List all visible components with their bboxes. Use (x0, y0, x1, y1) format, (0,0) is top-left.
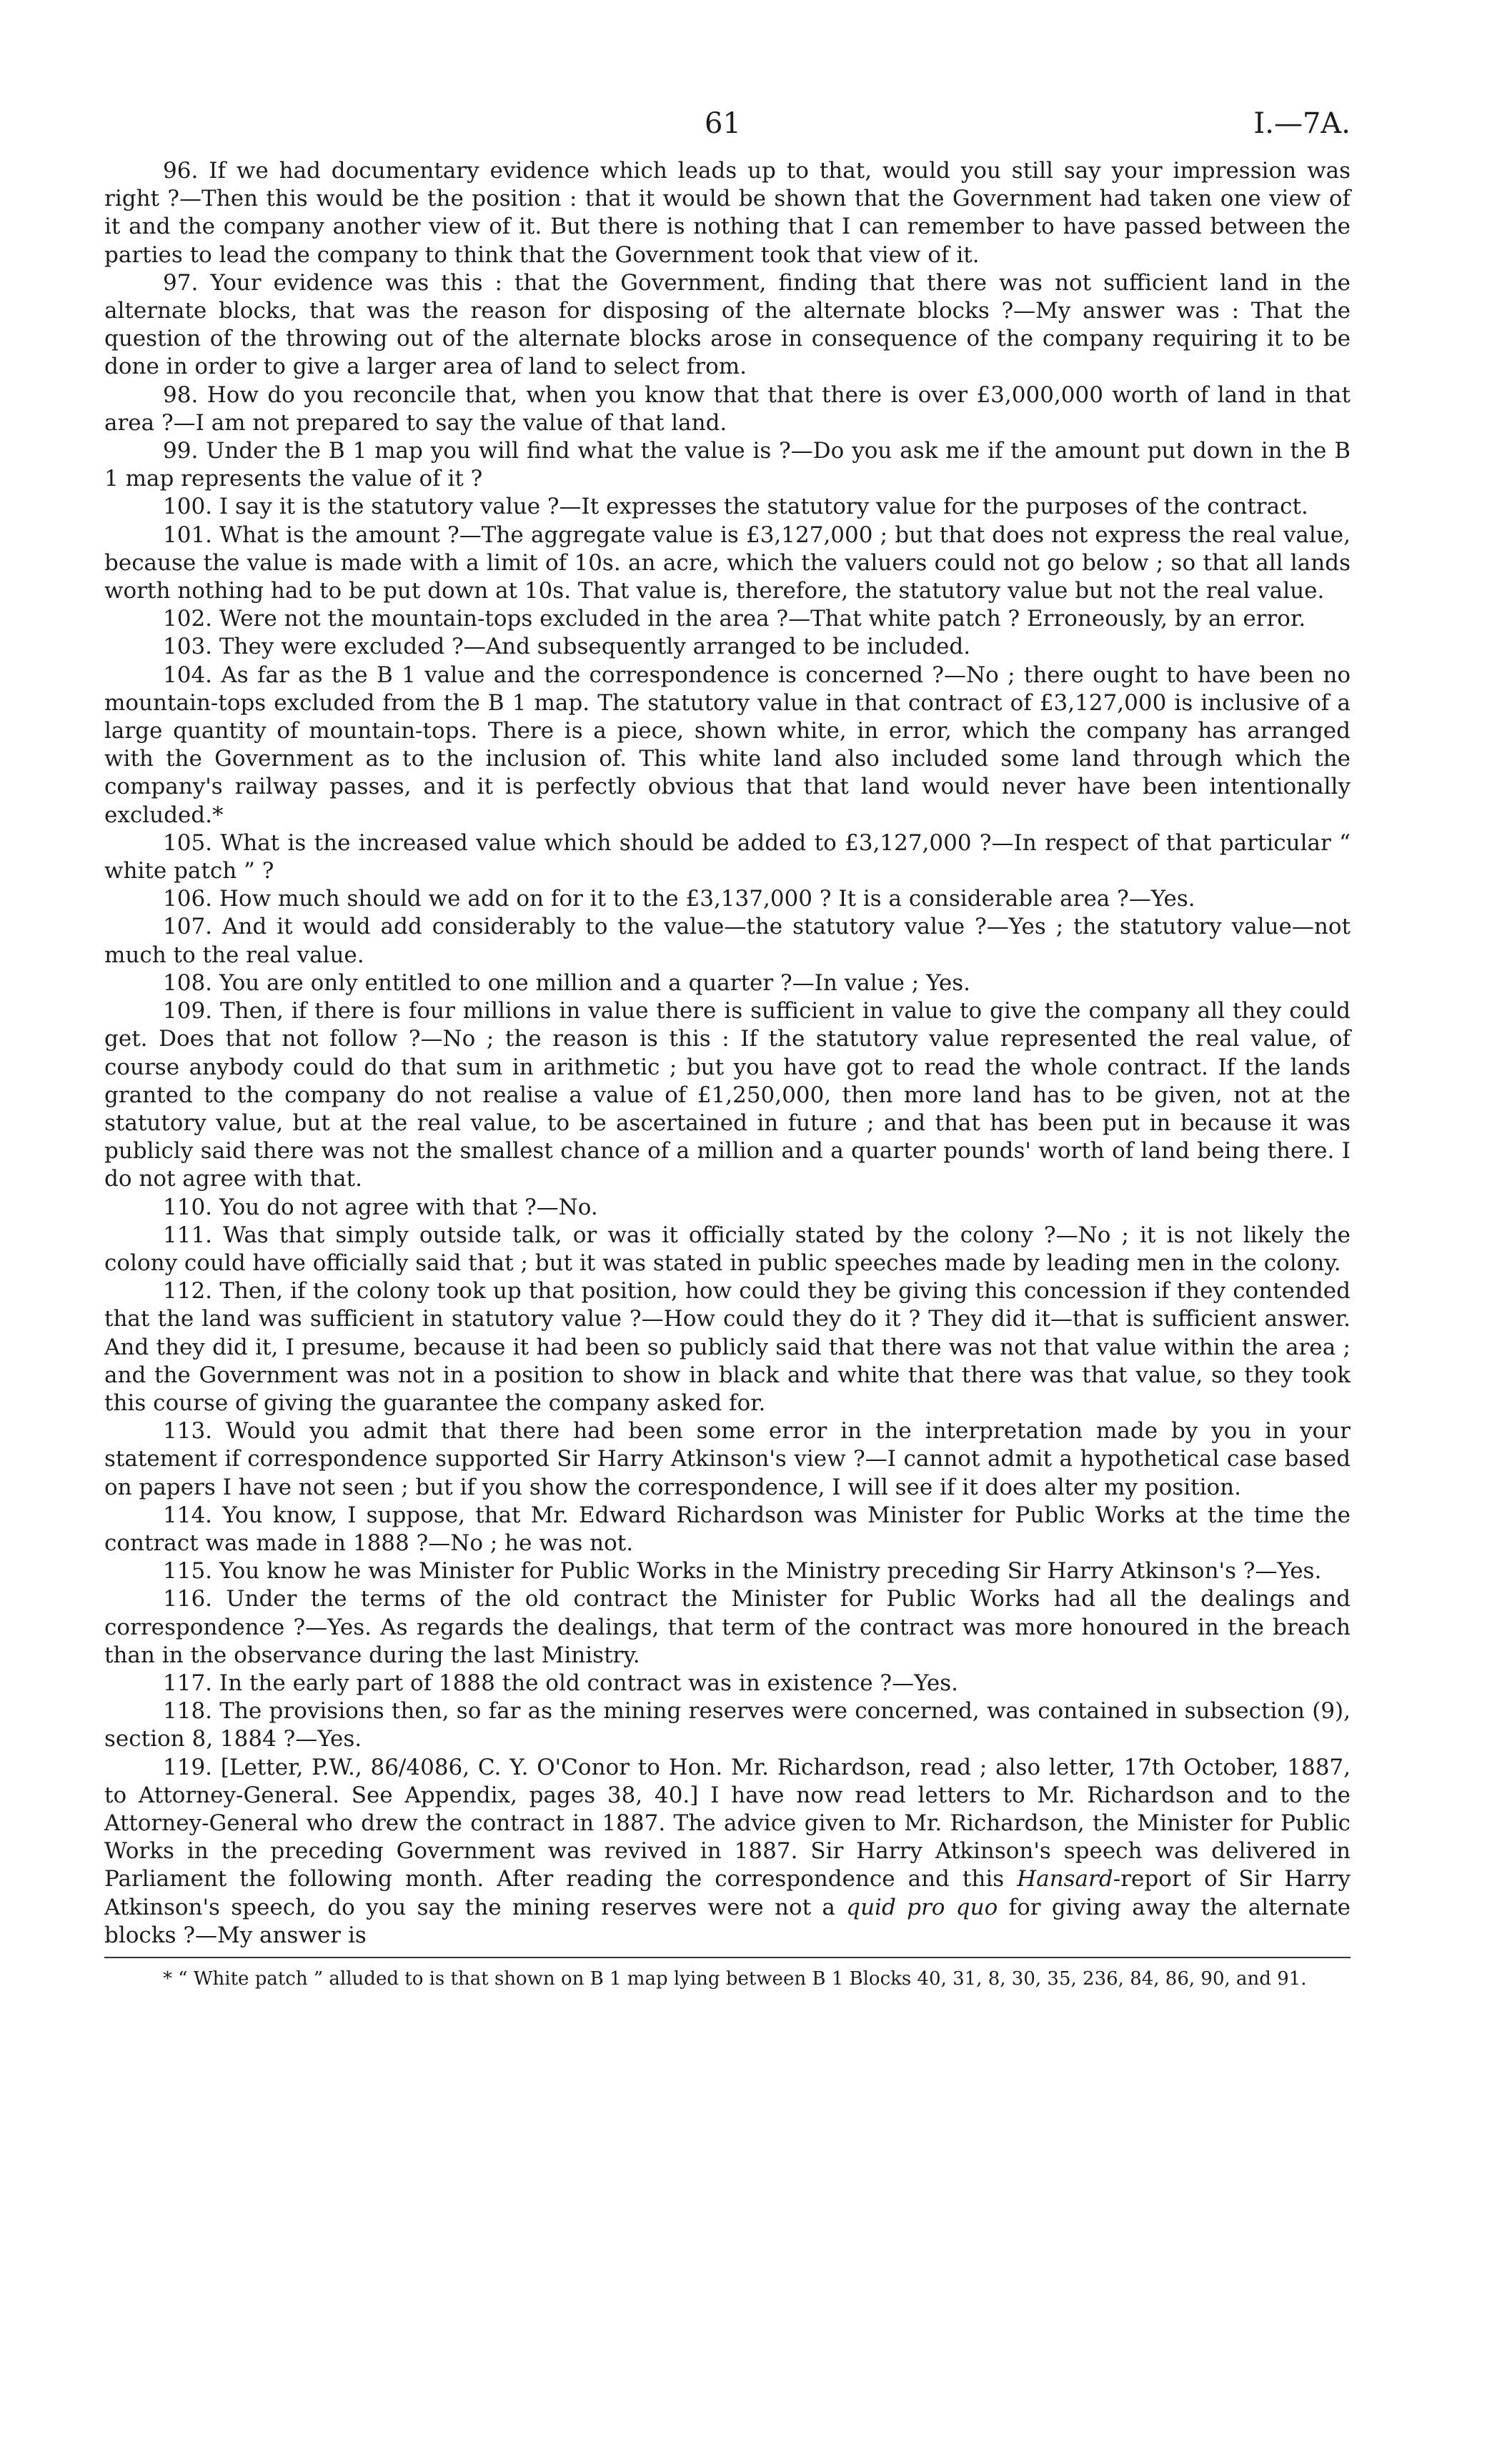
question-96: 96. If we had documentary evidence which leads up to that, would you still say your impression was right ?—Then this would be the position : that it would be shown that the Government had taken one view of it and the company another view of it. But there is nothing that I can remember to have passed between the parties to lead the company to think that the Government took that view of it. (104, 158, 1351, 268)
question-105: 105. What is the increased value which should be added to £3,127,000 ?—In respect of that particular “ white patch ” ? (104, 829, 1351, 884)
document-page (104, 107, 1351, 1991)
question-102: 102. Were not the mountain-tops excluded in the area ?—That white patch ? Erroneously, by an error. (163, 606, 1306, 632)
quid-pro-quo-italic: quid pro quo (846, 1894, 998, 1920)
question-104: 104. As far as the B 1 value and the correspondence is concerned ?—No ; there ought to have been no mountain-tops excluded from the B 1 map. The statutory value in that contract of £3,127,000 is inclusive of a large quantity of mountain-tops. There is a piece, shown white, in error, which the company has arranged with the Government as to the inclusion of. This white land also included some land through which the company's railway passes, and it is perfectly obvious that that land would never have been intentionally excluded.* (104, 662, 1351, 828)
question-113: 113. Would you admit that there had been some error in the interpretation made by you in your statement if correspondence supported Sir Harry Atkinson's view ?—I cannot admit a hypothetical case based on papers I have not seen ; but if you show the correspondence, I will see if it does alter my position. (104, 1418, 1351, 1500)
document-reference: I.—7A. (1253, 107, 1351, 140)
question-119-text-middle: -report of Sir Harry Atkinson's speech, do you say the mining reserves were not a (104, 1866, 1351, 1920)
question-103: 103. They were excluded ?—And subsequently arranged to be included. (163, 634, 971, 660)
hansard-italic: Hansard (1017, 1866, 1113, 1892)
question-97: 97. Your evidence was this : that the Government, finding that there was not sufficient land in the alternate blocks, that was the reason for disposing of the alternate blocks ?—My answer was : That the question of the throwing out of the alternate blocks arose in consequence of the company requiring it to be done in order to give a larger area of land to select from. (104, 269, 1351, 380)
page-header (104, 107, 1351, 157)
question-111: 111. Was that simply outside talk, or was it officially stated by the colony ?—No ; it is not likely the colony could have officially said that ; but it was stated in public speeches made by leading men in the colony. (104, 1222, 1351, 1276)
question-118: 118. The provisions then, so far as the mining reserves were concerned, was contained in subsection (9), section 8, 1884 ?—Yes. (104, 1698, 1351, 1752)
question-98: 98. How do you reconcile that, when you know that that there is over £3,000,000 worth of land in that area ?—I am not prepared to say the value of that land. (104, 381, 1351, 436)
question-100: 100. I say it is the statutory value ?—It expresses the statutory value for the purposes of the contract. (163, 494, 1308, 520)
question-99: 99. Under the B 1 map you will find what the value is ?—Do you ask me if the amount put down in the B 1 map represents the value of it ? (104, 438, 1351, 492)
footnote-divider (104, 1957, 1351, 1958)
question-116: 116. Under the terms of the old contract the Minister for Public Works had all the dealings and correspondence ?—Yes. As regards the dealings, that term of the contract was more honoured in the breach than in the observance during the last Ministry. (104, 1586, 1351, 1668)
question-109: 109. Then, if there is four millions in value there is sufficient in value to give the company all they could get. Does that not follow ?—No ; the reason is this : If the statutory value represented the real value, of course anybody could do that sum in arithmetic ; but you have got to read the whole contract. If the lands granted to the company do not realise a value of £1,250,000, then more land has to be given, not at the statutory value, but at the real value, to be ascertained in future ; and that has been put in because it was publicly said there was not the smallest chance of a million and a quarter pounds' worth of land being there. I do not agree with that. (104, 998, 1351, 1192)
question-108: 108. You are only entitled to one million and a quarter ?—In value ; Yes. (163, 969, 970, 996)
footnote: * “ White patch ” alluded to is that shown on B 1 map lying between B 1 Blocks 40, 31, 8, 30, 35, 236, 84, 86, 90, and 91. (163, 1968, 1307, 1990)
question-114: 114. You know, I suppose, that Mr. Edward Richardson was Minister for Public Works at the time the contract was made in 1888 ?—No ; he was not. (104, 1502, 1351, 1556)
question-119-text-start: 119. [Letter, P.W., 86/4086, C. Y. O'Conor to Hon. Mr. Richardson, read ; also letter, 17th October, 1887, to Attorney-General. See Appendix, pages 38, 40.] I have now read letters to Mr. Richardson and to the Attorney-General who drew the contract in 1887. The advice given to Mr. Richardson, the Minister for Public Works in the preceding Government was revived in 1887. Sir Harry Atkinson's speech was delivered in Parliament the following month. After reading the correspondence and this (104, 1754, 1351, 1892)
question-119-text-end: for giving away the alternate blocks ?—My answer is (104, 1894, 1351, 1948)
question-117: 117. In the early part of 1888 the old contract was in existence ?—Yes. (163, 1670, 959, 1696)
question-110: 110. You do not agree with that ?—No. (163, 1194, 598, 1220)
page-number: 61 (705, 107, 741, 140)
question-119 (104, 1754, 1351, 1950)
question-101: 101. What is the amount ?—The aggregate value is £3,127,000 ; but that does not express the real value, because the value is made with a limit of 10s. an acre, which the valuers could not go below ; so that all lands worth nothing had to be put down at 10s. That value is, therefore, the statutory value but not the real value. (104, 522, 1351, 604)
question-106: 106. How much should we add on for it to the £3,137,000 ? It is a considerable area ?—Yes. (163, 886, 1195, 912)
question-107: 107. And it would add considerably to the value—the statutory value ?—Yes ; the statutory value—not much to the real value. (104, 914, 1351, 968)
question-115: 115. You know he was Minister for Public Works in the Ministry preceding Sir Harry Atkinson's ?—Yes. (163, 1558, 1322, 1585)
body-text (104, 157, 1351, 1950)
question-112: 112. Then, if the colony took up that position, how could they be giving this concession if they contended that the land was sufficient in statutory value ?—How could they do it ? They did it—that is sufficient answer. And they did it, I presume, because it had been so publicly said that there was not that value within the area ; and the Government was not in a position to show in black and white that there was that value, so they took this course of giving the guarantee the company asked for. (104, 1278, 1351, 1416)
